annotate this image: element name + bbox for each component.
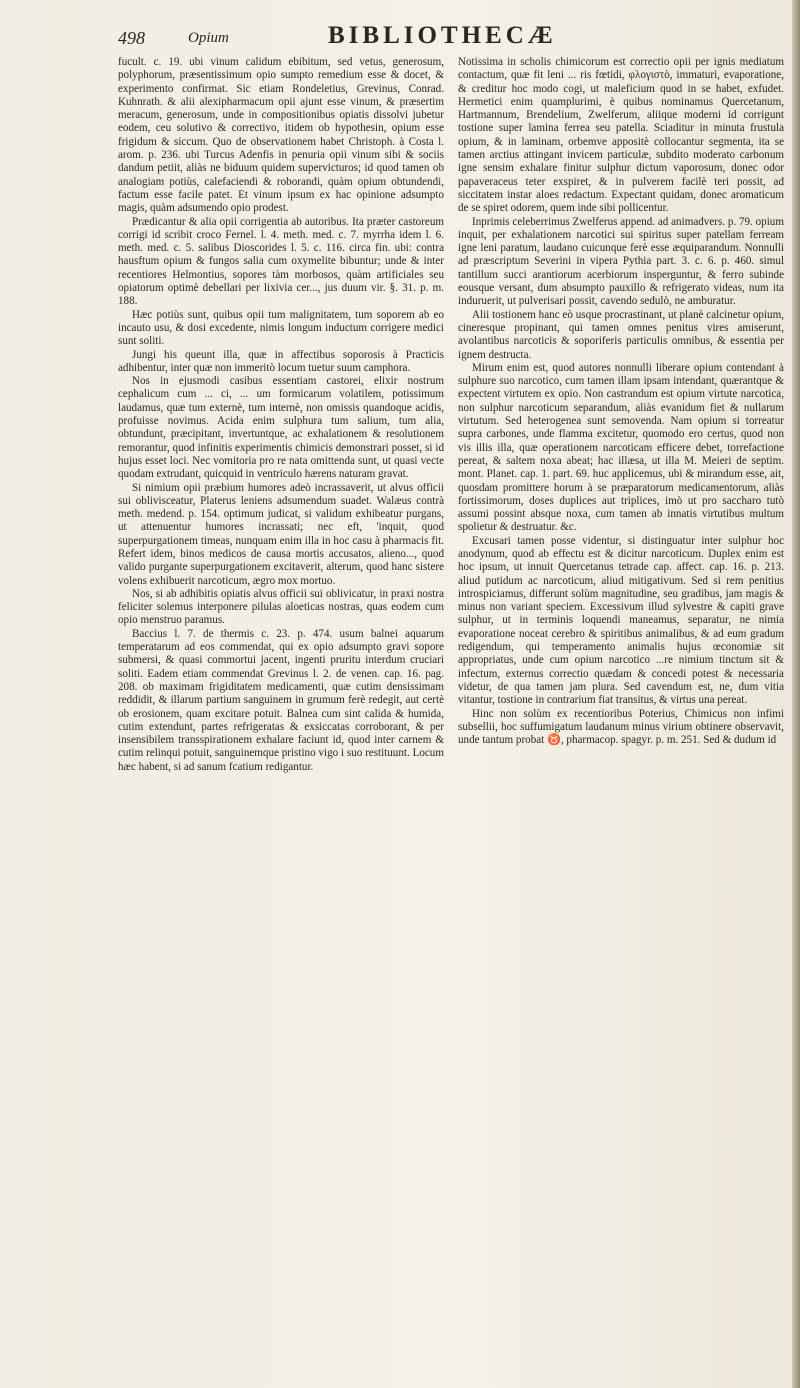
paragraph: Nos in ejusmodi casibus essentiam castorei, elixir nostrum cephalicum cum ... ci, ... um formicarum volatilem, potissimum laudamus, quæ tum externè, tum internè, non omissis quandoque acidis, profuisse novimus. Acida enim sulphura tum salium, tum alia, obtundunt, præcipitant, invertuntque, ac exhalationem & resolutionem remorantur, quod infinitis experimentis chimicis demonstrari posset, si id hujus esset loci. Nec vomitoria pro re nata omittenda sunt, ut quasi vecte quodam extrudant, quicquid in ventriculo hærens naturam gravat.	[118, 375, 444, 481]
right-column	[458, 56, 784, 1346]
paragraph: Mirum enim est, quod autores nonnulli liberare opium contendant à sulphure suo narcotico, cum tamen illam ipsam intendant, quærantque & expectent virtutem ex opio. Non castrandum est opium virtute narcotica, non sulphur narcoticum separandum, aliàs evanidum fiet & nullarum virtutum. Sed heterogenea sunt semovenda. Nam opium si torreatur supra carbones, unde flamma excitetur, quomodo ero certus, quod non vis illis illa, quæ operationem narcoticam efficere debet, torrefactione pereat, & saltem noxa abeat; hac illæsa, ut illa M. Meieri de septim. mont. Planet. cap. 1. part. 69. huc applicemus, ubi & mirandum esse, ait, quosdam promittere horum à se præparatorum medicamentorum, aliàs fortissimorum, doses duplices aut triplices, imò ut pro saccharo tutò assumi possint absque noxa, cum tamen ab innatis virtutibus multum spolietur & destruatur. &c.	[458, 361, 784, 534]
paragraph: Prædicantur & alia opii corrigentia ab autoribus. Ita præter castoreum corrigi id scribit croco Fernel. l. 4. meth. med. c. 7. myrrha idem l. 6. meth. med. c. 5. salibus Dioscorides l. 5. c. 116. circa fin. ubi: contra hausftum opium & fungos salia cum oxymelite bibuntur; unde & inter recentiores Helmontius, sopores tàm morbosos, quàm artificiales seu opiatorum optimè debellari per lixivia cer..., jus duum vir. §. 31. p. m. 188.	[118, 215, 444, 308]
running-head: Opium	[188, 30, 229, 46]
left-column	[118, 56, 444, 1296]
page-number: 498	[118, 28, 145, 48]
paragraph: Si nimium opii præbium humores adeò incrassaverit, ut alvus officii sui oblivisceatur, Platerus leniens adsumendum suadet. Walæus contrà meth. medend. p. 154. optimum judicat, si validum exhibeatur purgans, ut attenuentur humores incrassati; nec eft, 'inquit, quod superpurgationem timeas, nunquam enim illa in hoc casu à pharmacis fit. Refert idem, binos medicos de causa mortis accusatos, alieno..., quod valido purgante superpurgationem excitaverit, alterum, quod hanc sistere volens exhibuerit narcoticum, ægro mox mortuo.	[118, 481, 444, 587]
paragraph: Hinc non solùm ex recentioribus Poterius, Chimicus non infimi subsellii, hoc suffumigatum laudanum minus virium obtinere observavit, unde tantum probat ♉, pharmacop. spagyr. p. m. 251. Sed & dudum id	[458, 707, 784, 747]
paragraph: Alii tostionem hanc eò usque procrastinant, ut planè calcinetur opium, cineresque propinant, qui tamen omnes penitus vires amiserunt, avolantibus narcoticis & soporiferis particulis omnibus, & essentia per ignem destructa.	[458, 308, 784, 361]
paragraph: Nos, si ab adhibitis opiatis alvus officii sui oblivicatur, in praxi nostra feliciter solemus interponere pilulas aloeticas nostras, quas eodem cum opio menstruo paramus.	[118, 587, 444, 627]
page-edge	[792, 0, 800, 1388]
paragraph: Baccius l. 7. de thermis c. 23. p. 474. usum balnei aquarum temperatarum ad eos commendat, qui ex opio adsumpto gravi sopore submersi, & quasi commortui jacent, ingenti pruritu interdum cruciari soliti. Eadem etiam commendat Grevinus l. 2. de venen. cap. 16. pag. 208. ob maximam frigiditatem medicamenti, quæ cutim densissimam reddidit, & illarum partium sanguinem in grumum ferè redegit, aut certè ob erosionem, quam excitare potuit. Balnea cum sint calida & humida, cutim extendunt, partes refrigeratas & exsiccatas corroborant, & per insensibilem transspirationem exhalare faciunt id, quod inter carnem & cutim relinqui potuit, sanguinemque pristino vigo i suo restituunt. Locum hæc habent, si ad sanum fcatium redigantur.	[118, 627, 444, 773]
paragraph: Jungi his queunt illa, quæ in affectibus soporosis à Practicis adhibentur, inter quæ non immeritò locum tuetur suum camphora.	[118, 348, 444, 374]
paragraph: Inprimis celeberrimus Zwelferus append. ad animadvers. p. 79. opium inquit, per exhalationem narcotici sui spiritus super patellam ferream igne leni paratum, laudano cuicunque ferè esse æquiparandum. Nonnulli ad præscriptum Severini in vipera Pythia part. 3. c. 6. p. 460. simul tantillum succi arantiorum acerbiorum insperguntur, & ferro subinde eousque versant, dum absumpto pauxillo & refrigerato videas, num ita induruerit, ut pulverisari possit, cavendo sedulò, ne amburatur.	[458, 215, 784, 308]
paragraph: fucult. c. 19. ubi vinum calidum ebibitum, sed vetus, generosum, polyphorum, præsentissimum opio sumpto remedium esse & docet, & experimento confirmat. Sic etiam Rondeletius, Grevinus, Conrad. Kuhnrath. & alii alexipharmacum opii ajunt esse vinum, & præsertim meracum, generosum, unde in compositionibus opiatis dissolvi jubetur eodem, ceu solutivo & correctivo, itidem ob hypothesin, opium esse frigidum & siccum. Quo de observationem habet Christoph. à Costa l. arom. p. 236. ubi Turcus Adenfis in penuria opii vinum sibi & sociis dandum petiit, aliàs ne biduum quidem supervicturos; id quod tamen ob analogiam potiùs, calefaciendi & roborandi, quàm opium obtundendi, factum esse facile patet. Et vinum ipsum ex hac opinione adsumpto magis, quàm adsumendo opio prodest.	[118, 56, 444, 215]
paragraph: Hæc potiùs sunt, quibus opii tum malignitatem, tum soporem ab eo incauto usu, & dosi excedente, nimis longum inductum corrigere medici sunt soliti.	[118, 308, 444, 348]
paragraph: Notissima in scholis chimicorum est correctio opii per ignis mediatum contactum, quæ fit leni ... ris fœtidi, φλογιστὸ, immaturi, evaporatione, & creditur hoc modo cogi, ut maleficium quod in se habet, exfudet. Hermetici enim quamplurimi, è quibus nominamus Quercetanum, Hartmannum, Brendelium, Zwelferum, aliique moderni id corrigunt tostione super lamina ferrea seu patella. Sciaditur in minuta frustula opium, & in laminam, orbemve appositè collocantur segmenta, ita se tamen arctius attingant invicem particulæ, subdito moderato carbonum igne sensim exhalare finitur sulphur dictum vaporosum, donec odor papaveraceus teter exspiret, & in pulverem facilè teri possit, ad siccitatem instar aloes redactum. Expectant quidam, donec aromaticum de se spiret odorem, quem inde sibi pollicentur.	[458, 56, 784, 215]
paragraph: Excusari tamen posse videntur, si distinguatur inter sulphur hoc anodynum, quod ab effectu est & dicitur narcoticum. Duplex enim est hoc ipsum, ut innuit Quercetanus tetrade cap. affect. cap. 16. p. 213. aliud putidum ac narcoticum, aliud mitigativum. Sed si rem penitius introspiciamus, differunt solùm magnitudine, seu gradibus, jam magis & minus non variant speciem. Excessivum illud sylvestre & capiti grave sulphur, ut in terminis loquendi maneamus, separatur, ne nimia evaporatione noceat cerebro & spiritibus animalibus, & ad eum gradum redigendum, qui temperamento animalis hujus œconomiæ sit appropriatus, unde cum opium narcotico ...re nimium tinctum sit & infectum, externus correctio quædam & concedi potest & necessaria videtur, de qua tamen jam plura. Sed cavendum est, ne, dum vitia vitantur, tostione in contrarium fiat transitus, & virtus una pereat.	[458, 534, 784, 707]
page-title: BIBLIOTHECÆ	[328, 22, 557, 49]
